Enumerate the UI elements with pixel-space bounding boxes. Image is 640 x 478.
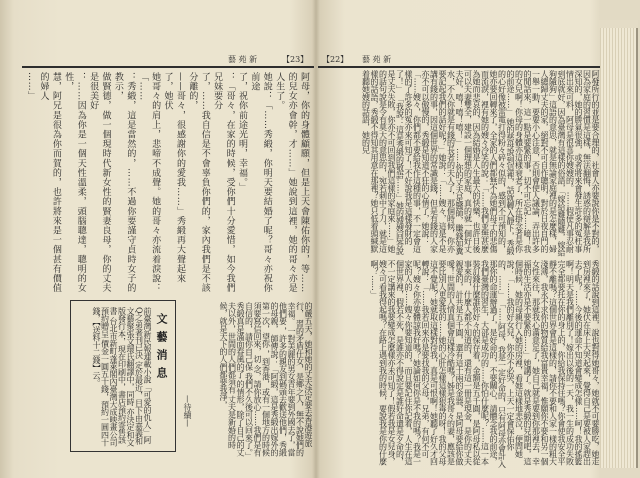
text-column: 我們不久後可以回來了。」秀緞真是滿面春風的了 — [236, 302, 254, 456]
literary-news-box — [70, 300, 176, 452]
right-page-number: 【22】 — [322, 55, 349, 64]
text-column: 念，請你放心……我們是有自信的，請你自己保 — [244, 302, 262, 457]
text-column: 師傳說：「阿緞，這是秀緞出嫁外的第一次，望你 — [261, 302, 279, 457]
notice-line: 前臺灣新民報連載小說「可愛的仇人」阿Q之弟著刊已決 — [134, 307, 152, 444]
notice-line: 亦決定和文版發行本，現在印刷中，書店預約寄售該書 — [109, 307, 135, 446]
paragraph: ……你的丈夫是醫師，賺錢如糞水，不久你就是有錢的長者的夫人了，那個時候，你亦要記起我們的話好呢？」她說：「……嫂々，這是不是講有錢的事，因這個世界的常識是錢，但是有錢的人家亦不可以傲慢的，秀緞是知道不狂的心情了，她說：「……嫂々，你們都不要給我作這種的事，不一定會這樣的了許多的冤亦來可知了！不好說我是這樣發財的了！」 — [395, 70, 464, 255]
notice-line: 定於最近，目下由嘉義和文藝聚張文環氏翻譯中，同時 — [126, 307, 144, 445]
paragraph: ——哥々，很感謝你的愛我……」秀緞再大聲起來了，她伏 — [162, 72, 185, 284]
paragraph: 阿母，你的身體顧願，但是上天會陳佑你的，等…… — [299, 72, 309, 293]
paragraph: 慧，阿兄是很為你而賀的，也許將來是一個甚有價值的婦人 — [38, 72, 61, 293]
paragraph: 了，祝你前途光明，幸福。」 — [236, 72, 247, 193]
paragraph: 「我說：這是秀緞的敬語……」她的嫂嫂回答說是丈夫失敗，你亦不可回到我們這樣的家庭來……」她的話句說是令有莫大的意思的，宛若刺中了刀，就是這樣的話語，秀緞不得知其用意在那裡？她只低着頭緘默着聽她嫂的話語，她的兒 — [361, 70, 405, 255]
paragraph: 秀緞的話說到這裡，說也對得她哥々，她就不可要勝吃，她走到房裡來了，她伏在床上大哭起來，覺得自己是要被人家趕出去了呢？……今後的運命不知道會變成怎樣……呵！我的搖籃啊！明天是我們離別了！嫁出以後的一天，我一生的成功失敗完全都要托在你的身上的，你給我保持住嗎？你會使我安全平靜不離嗎？這個世界會是這樣的，請你不要和人家一樣的粗大淺薄，我永不求你的物質給我富貴幸福，惟願你不要和另一個女性來往，那就我心滿意足了，她自己就是要到你那裡去，幸福的生活亦是不要緊的……」她講了。就是秀緞的兒期吧，這個時候，她的母親行入她的房裡，看她這樣地悲泣，便問她說：「……我的好女兒，你亦不必哭，上天一定會保佑你的，……」 — [497, 260, 600, 466]
paragraph: 做賢德，做一個現時代新女性的賢妻良母，你的丈夫是很美好 — [88, 72, 111, 293]
text-column: ，許多的親友到碼頭去歡送他們，秀緞的母親， — [270, 302, 288, 457]
left-page-header-title: 藝 苑 新 — [228, 55, 258, 64]
text-column: 的情形，除了自己的丈夫以外，世間的人們都須有 — [227, 302, 245, 457]
paragraph: 「……阿母，我是一定好命的，只有阿母亦會計入那你的命運辦過了，是好命的，不要關心，請體念我的前途，我們臺灣的習生，大部是成功的……你怕什麼呢？……這一本裝訂錢什麼誰你好々的保存着，金額是五千圓，是阿母私以從事來的，什麼人都不知道的，還有這一冊是現金，是你的丈夫親愛的，計共是五千圓，還有這十兩的金器，是阿母要給你做 — [455, 260, 507, 468]
paragraph: 了，……我自信是不會辜負你們的，家內我們是不該分離的， — [187, 72, 210, 293]
left-page-number: 【23】 — [282, 55, 309, 64]
paragraph: 的兒女亦會幹，才……」她說到這裡，她的哥々亦是人生了。 — [274, 72, 297, 293]
paragraph: ：秀緞，這是當然的，……不過你要謹守貞時女子的教示， — [112, 72, 136, 293]
text-column: 一對美麗的男女青年要到外國去了，當他們要 — [278, 302, 296, 457]
page-stack-edge — [600, 28, 638, 468]
right-upper-text — [320, 70, 599, 256]
left-header-rule — [22, 66, 314, 68]
text-column: 的嚴五天，她和她的丈夫決定要去香港遊旅行， — [295, 302, 313, 447]
right-header-rule — [318, 66, 600, 68]
left-lower-text — [194, 302, 312, 458]
literary-news-body — [75, 307, 151, 447]
text-column: ，到香港，或有一個地方的時候須要寫信回來，切 — [253, 302, 271, 457]
notice-line: 台北市新町蓬萊閣內臺灣大成映畫公司預約贈呈 — [100, 307, 118, 446]
paragraph: ……」 — [26, 72, 37, 101]
left-upper-text — [24, 72, 310, 296]
paragraph: 她哥々的肩上，悲啼不成聲。她的哥々亦流着淚說：「…… — [137, 72, 161, 293]
text-column: 習的矛盾仕女，是鄉之人，無不說她們的幸福。 — [287, 302, 305, 457]
right-page-header-title: 藝 苑 新 — [362, 55, 392, 64]
paragraph: 她說：「……秀緞，你明天要結婚了呢？哥々亦祝你前途 — [249, 72, 272, 293]
literary-news-title: 文藝消息 — [155, 313, 168, 385]
paragraph: 她的慈母說到這裡，話就轉入靜下，秀緞的心好像被雷電打得粉々碎々似的，感到不可預知的，她亦要回轉來了，全家的人們都無不為她們母子的悲傷而流淚，裡有她的嫂々冷笑的說：「……我們並無甚麼為她而悲哀的，因為結婚是人生最大的快樂，也許日後可以夫妻雙全，建設一個理想的家庭，真的就一個好丈夫好，嘻！嘻！嘻！」 — [455, 70, 515, 255]
text-column: 丈夫是新婚的時候，就是天下的人們都要我淨， — [219, 302, 237, 449]
paragraph: 噯！世間的人情真個會這樣冷酷嗎？姊是我哥々的妻，應該是要比別人更愛我的……她的心肝怎樣這樣狠毒的呀！我的父母這不覺呢？她就取這樣對待我，真是可恨啊！她聽了好久才回轉說：「……我若回來亦是要找我的父母，兄弟，有何不可呢？嫂々你亦要體諒我好嗎？她論如何你是不我的嗎？我是一家的人的……嫂々你要知道的，而且要記住你記着，人生在這個世界裡，假若不死，是誰亦不得說定是誰好命還是歹命的，不一定講來的我要變成怎麼樣亦未可知了！假若我是女兒身，嫂々可看我得起嗎？在路上遇到我的時候，要說我是你的什麼啊？……」 — [370, 260, 456, 466]
paragraph: ：「哥々，在家的時候，受你們十分愛惜，如今我們兄妹要分 — [212, 72, 235, 293]
paragraph: ：……因為你是一個天性溫柔，頭腦聰達，聰明的女性， — [63, 72, 86, 293]
paragraph: 阿發所行的並是要合理的，社會人亦要說你是不對的，因為家庭的習慣是這樣，無法翻悔，誘惑的辯解是我所深知的，她的勝氣很強，或者將來會發生許多的冤枉事情出來可料，阿母是很喜你嫂嫂的。……假使凡事忍耐到底就好，因為臺灣有這樣的俗語，「嫁給雞隨雞，嫁給狗隨狗」這語的意思，就是無論家庭裡的是怎麼樣，婦人總歸丈夫的家，絕對不可自作聰明，對於日夜自門的一舉一動，要要小心注意，否則會使人議論，弄出許多的閒話來，這一點是要緊的事，切不可忘記……噫！我的女兒啊！你母的身體亦這樣衰老了，所在掛念者是你的前途……」 — [506, 70, 600, 257]
notice-line: 價金一圓五十錢，預約一圓四十錢，【送料十二錢】云。 — [92, 307, 110, 446]
to-be-continued: —待續— — [183, 395, 192, 427]
right-lower-text — [320, 260, 599, 468]
